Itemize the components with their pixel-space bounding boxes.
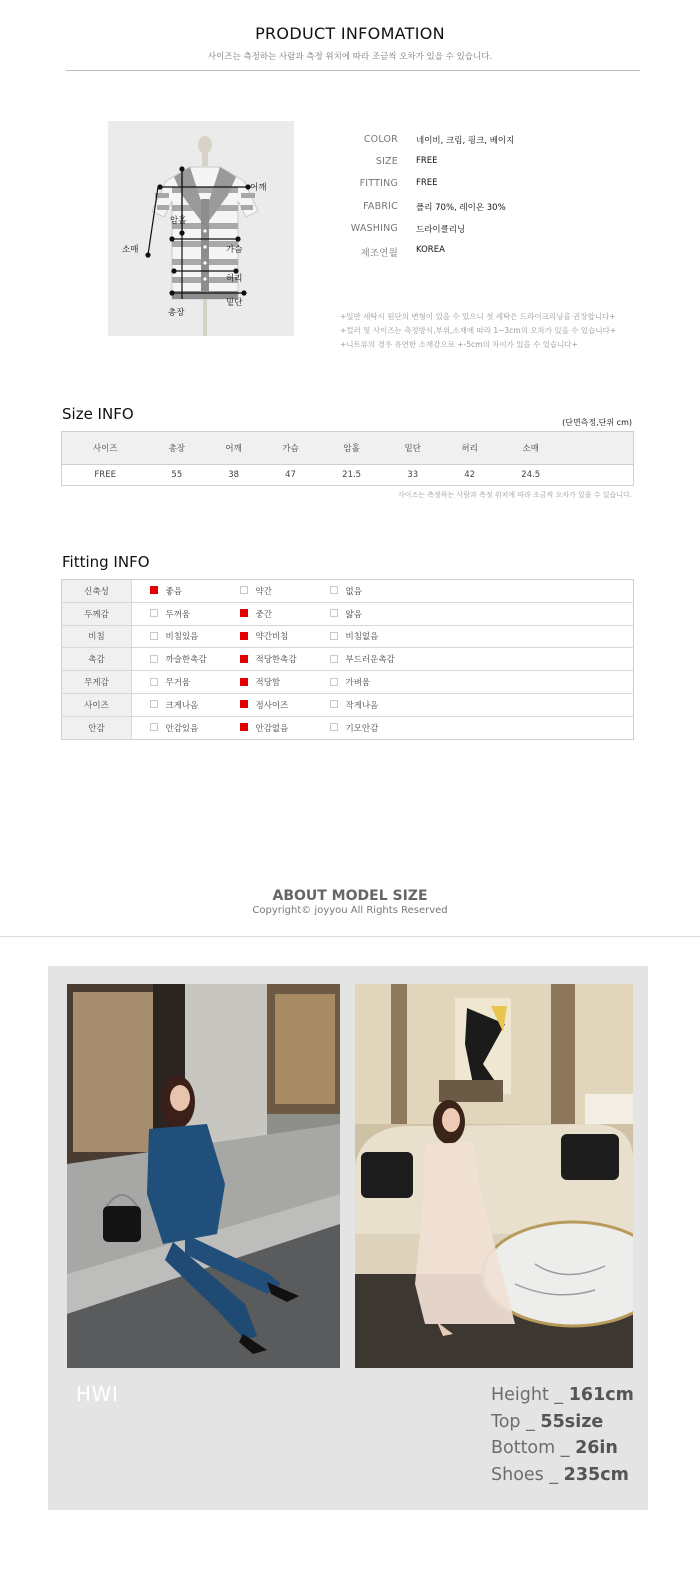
size-cell-spacer (564, 465, 634, 486)
size-col-spacer (564, 432, 634, 465)
fitting-option: 안감없음 (248, 716, 312, 739)
model-stat-bottom (491, 1435, 634, 1462)
stat-label: Bottom _ (491, 1438, 576, 1458)
fitting-option: 좋음 (165, 586, 182, 597)
checkbox-checked (240, 609, 248, 617)
stat-value: 161cm (568, 1385, 634, 1405)
size-info-title: Size INFO (62, 405, 134, 423)
fitting-check-cell (132, 602, 158, 625)
checkbox (150, 609, 158, 617)
table-row (62, 602, 634, 625)
fitting-option: 약간 (255, 586, 272, 597)
info-row-size (330, 156, 650, 170)
size-col-header: 소매 (498, 432, 563, 465)
fitting-check-cell (132, 625, 158, 648)
fitting-check-cell (222, 716, 248, 739)
fitting-option: 중간 (248, 602, 312, 625)
info-key: SIZE (375, 156, 398, 167)
info-value: 폴리 70%, 레이온 30% (416, 203, 506, 213)
fitting-check-cell (222, 580, 248, 603)
stat-label: Height _ (491, 1385, 569, 1405)
fitting-category: 사이즈 (62, 693, 132, 716)
info-key: 제조연월 (360, 248, 398, 259)
checkbox (150, 723, 158, 731)
table-row (62, 693, 634, 716)
checkbox-checked (240, 632, 248, 640)
fitting-option: 크게나옴 (158, 693, 222, 716)
fitting-option: 가벼움 (338, 671, 634, 694)
checkbox (330, 632, 338, 640)
label-shoulder: 어깨 (250, 183, 267, 193)
fitting-option: 안감있음 (158, 716, 222, 739)
fitting-check-cell (312, 625, 338, 648)
stat-label: Top _ (491, 1411, 541, 1432)
fitting-option: 작게나옴 (338, 693, 634, 716)
fitting-option: 부드러운촉감 (338, 648, 634, 671)
checkbox (150, 678, 158, 686)
info-key: COLOR (363, 134, 398, 145)
label-hem: 밑단 (226, 298, 243, 308)
size-unit-note: (단면측정,단위 cm) (562, 418, 632, 427)
fitting-check-cell (312, 580, 338, 603)
model-photo-street (67, 984, 340, 1368)
fitting-option: 적당한촉감 (248, 648, 312, 671)
about-model-title: ABOUT MODEL SIZE (272, 888, 428, 904)
size-cell: 21.5 (319, 465, 384, 486)
fitting-info-title: Fitting INFO (62, 553, 150, 571)
fitting-option: 무거움 (158, 671, 222, 694)
model-stat-shoes (491, 1462, 634, 1489)
checkbox (150, 700, 158, 708)
fitting-check-cell (222, 625, 248, 648)
fitting-option: 까슬한촉감 (158, 648, 222, 671)
table-row (62, 465, 634, 486)
fitting-category: 비침 (62, 625, 132, 648)
fitting-category: 촉감 (62, 648, 132, 671)
fitting-check-cell (222, 671, 248, 694)
size-cell: 33 (384, 465, 441, 486)
table-row (62, 580, 634, 603)
checkbox (330, 609, 338, 617)
fitting-check-cell (132, 716, 158, 739)
size-col-header: 허리 (441, 432, 498, 465)
copyright-text: Copyright© joyyou All Rights Reserved (252, 905, 448, 916)
info-key: FABRIC (363, 201, 398, 212)
size-cell: 55 (148, 465, 205, 486)
checkbox (150, 632, 158, 640)
fitting-check-cell (132, 648, 158, 671)
checkbox (330, 723, 338, 731)
checkbox (330, 586, 338, 594)
fitting-check-cell (312, 671, 338, 694)
fitting-table (61, 579, 634, 740)
info-row-fabric (330, 201, 650, 215)
checkbox-checked (150, 586, 158, 594)
fitting-option: 비침있음 (158, 625, 222, 648)
checkbox (330, 700, 338, 708)
fitting-option: 약간비침 (248, 625, 312, 648)
fitting-check-cell (222, 602, 248, 625)
checkbox (330, 678, 338, 686)
checkbox-checked (240, 678, 248, 686)
table-row (62, 625, 634, 648)
stat-label: Shoes _ (491, 1464, 564, 1485)
size-col-header: 암홀 (319, 432, 384, 465)
model-photo-lounge (355, 984, 633, 1368)
info-key: FITTING (359, 178, 398, 189)
size-cell: 47 (262, 465, 319, 486)
size-col-header: 가슴 (262, 432, 319, 465)
fitting-option: 비침없음 (338, 625, 634, 648)
size-cell: 24.5 (498, 465, 563, 486)
info-value: 드라이클리닝 (416, 225, 466, 235)
fitting-category: 무게감 (62, 671, 132, 694)
fitting-category: 신축성 (62, 580, 132, 603)
stat-value: 26in (575, 1438, 618, 1458)
fitting-check-cell (132, 671, 158, 694)
checkbox (240, 586, 248, 594)
size-col-header: 사이즈 (62, 432, 149, 465)
fitting-category: 두께감 (62, 602, 132, 625)
fitting-check-cell (312, 716, 338, 739)
fitting-check-cell (222, 693, 248, 716)
checkbox-checked (240, 700, 248, 708)
fitting-option: 두꺼움 (158, 602, 222, 625)
size-col-header: 총장 (148, 432, 205, 465)
fitting-category: 안감 (62, 716, 132, 739)
model-stats (491, 1382, 634, 1488)
fitting-option: 없음 (345, 586, 362, 597)
label-armhole: 암홀 (170, 216, 187, 226)
info-value: KOREA (416, 245, 445, 255)
page-title: PRODUCT INFOMATION (255, 24, 445, 43)
fitting-check-cell (132, 580, 158, 603)
fitting-option: 적당함 (248, 671, 312, 694)
model-panel (48, 966, 648, 1510)
label-length: 총장 (168, 308, 185, 318)
model-stat-height (491, 1382, 634, 1409)
divider (66, 70, 640, 71)
info-row-washing (330, 223, 650, 237)
model-stat-top (491, 1409, 634, 1436)
label-sleeve: 소매 (122, 245, 139, 255)
product-measurement-figure (108, 121, 294, 336)
info-value: FREE (416, 178, 438, 188)
size-table-note: 사이즈는 측정하는 사람과 측정 위치에 따라 조금씩 오차가 있을 수 있습니다. (397, 491, 632, 499)
fitting-check-cell (312, 648, 338, 671)
size-col-header: 밑단 (384, 432, 441, 465)
size-cell: 42 (441, 465, 498, 486)
stat-value: 235cm (563, 1464, 629, 1485)
divider (0, 936, 700, 937)
fitting-option: 정사이즈 (248, 693, 312, 716)
fitting-check-cell (222, 648, 248, 671)
model-name: HWI (76, 1382, 119, 1406)
fitting-option: 기모안감 (338, 716, 634, 739)
fitting-check-cell (132, 693, 158, 716)
checkbox (150, 655, 158, 663)
label-chest: 가슴 (226, 245, 243, 255)
size-table-header (62, 432, 634, 465)
checkbox-checked (240, 723, 248, 731)
size-cell: 38 (205, 465, 262, 486)
info-value: FREE (416, 156, 438, 166)
info-key: WASHING (350, 223, 398, 234)
info-row-origin (330, 245, 650, 259)
checkbox-checked (240, 655, 248, 663)
page-subtitle: 사이즈는 측정하는 사람과 측정 위치에 따라 조금씩 오차가 있을 수 있습니다. (207, 52, 493, 62)
info-row-color (330, 134, 650, 148)
checkbox (330, 655, 338, 663)
care-note: +일반 세탁시 원단의 변형이 있을 수 있으니 첫 세탁은 드라이크리닝을 권장합니다+ (340, 312, 616, 321)
care-note: +컬러 및 사이즈는 측정방식,부위,소재에 따라 1~3cm의 오차가 있을 수 있습니다+ (340, 326, 617, 335)
care-note: +니트류의 경우 유연한 소재감으로 +-5cm의 차이가 있을 수 있습니다+ (340, 340, 578, 349)
fitting-check-cell (312, 693, 338, 716)
stat-value: 55size (540, 1411, 604, 1432)
table-row (62, 671, 634, 694)
fitting-check-cell (312, 602, 338, 625)
size-col-header: 어깨 (205, 432, 262, 465)
table-row (62, 648, 634, 671)
fitting-option: 얇음 (338, 602, 634, 625)
info-row-fitting (330, 178, 650, 192)
table-row (62, 716, 634, 739)
size-cell: FREE (62, 465, 149, 486)
care-notes (340, 310, 660, 352)
info-value: 네이비, 크림, 핑크, 베이지 (416, 136, 515, 146)
cardigan-illustration (108, 121, 294, 336)
label-waist: 허리 (226, 274, 243, 284)
size-table (61, 431, 634, 486)
